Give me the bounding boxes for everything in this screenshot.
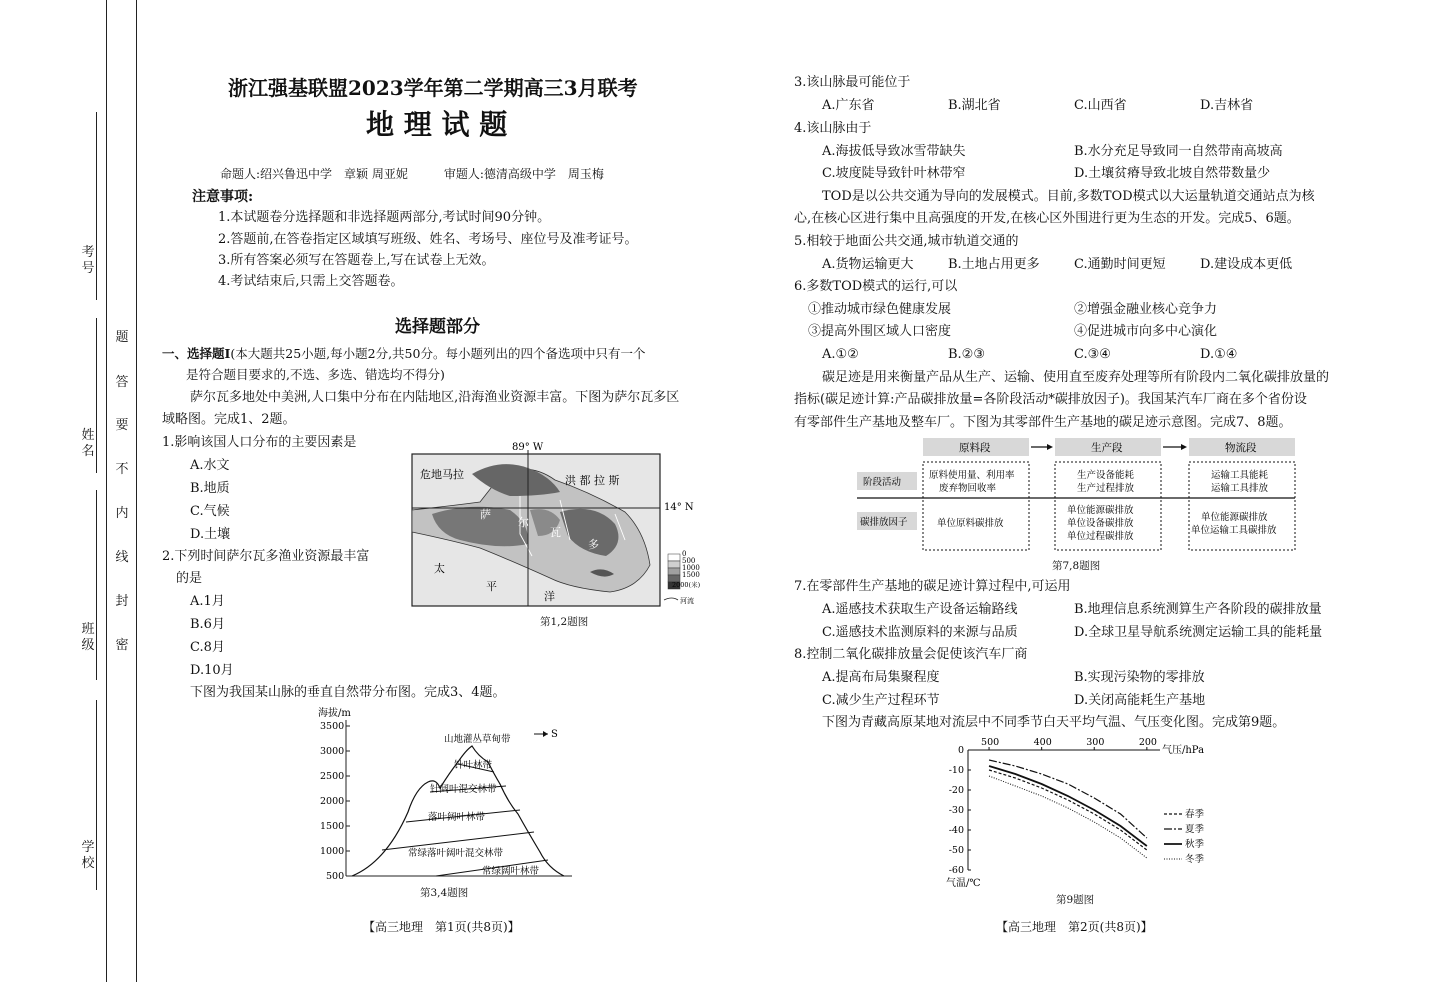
seal-char: 答 — [115, 375, 129, 390]
q7-option[interactable]: D.全球卫星导航系统测定运输工具的能耗量 — [1074, 625, 1323, 640]
q8-option[interactable]: C.减少生产过程环节 — [822, 693, 940, 708]
q6-option[interactable]: B.②③ — [948, 347, 985, 362]
part1-label: 一、选择题Ⅰ — [162, 346, 231, 361]
flow-row-label: 碳排放因子 — [860, 517, 908, 528]
chart-legend-label: 秋季 — [1185, 839, 1205, 850]
intro12-line: 域略图。完成1、2题。 — [162, 412, 296, 427]
q2-option[interactable]: D.10月 — [190, 663, 234, 678]
map-legend-label: 1000 — [682, 564, 700, 572]
q4-option[interactable]: D.土壤贫瘠导致北坡自然带数量少 — [1074, 166, 1271, 181]
chart-legend-label: 夏季 — [1185, 824, 1205, 835]
intro12-line: 萨尔瓦多地处中美洲,人口集中分布在内陆地区,沿海渔业资源丰富。下图为萨尔瓦多区 — [190, 390, 680, 405]
q2-stem-2: 的是 — [176, 571, 203, 586]
xingming-fill-line — [96, 318, 97, 473]
seal-char: 线 — [115, 550, 129, 565]
carbon-flow-diagram — [855, 436, 1300, 556]
flow-row-label: 阶段活动 — [863, 477, 902, 488]
el-salvador-map — [410, 440, 700, 610]
chart-series-line — [989, 770, 1147, 850]
flow-activity: 废弃物回收率 — [939, 483, 997, 494]
flow-factor: 单位设备碳排放 — [1067, 518, 1134, 529]
notice-item: 2.答题前,在答卷指定区域填写班级、姓名、考场号、座位号及准考证号。 — [218, 232, 638, 247]
q2-option[interactable]: A.1月 — [190, 594, 225, 609]
mountain-direction: S — [551, 729, 558, 740]
q4-option[interactable]: B.水分充足导致同一自然带南高坡高 — [1074, 144, 1283, 159]
mountain-zone-label: 常绿阔叶林带 — [482, 866, 540, 877]
footer-left: 【高三地理 第1页(共8页)】 — [363, 920, 520, 934]
mountain-zone-label: 针叶林带 — [454, 760, 493, 771]
q7-stem: 7.在零部件生产基地的碳足迹计算过程中,可运用 — [794, 579, 1071, 594]
chart-series-line — [989, 766, 1147, 846]
chart-legend-label: 春季 — [1185, 809, 1205, 820]
footer-right: 【高三地理 第2页(共8页)】 — [996, 920, 1153, 934]
map-lon-label: 89° W — [512, 442, 544, 453]
q6-item: ①推动城市绿色健康发展 — [808, 302, 952, 317]
q7-option[interactable]: C.遥感技术监测原料的来源与品质 — [822, 625, 1018, 640]
flow-stage-label: 生产段 — [1091, 442, 1123, 454]
q2-stem: 2.下列时间萨尔瓦多渔业资源最丰富 — [162, 549, 370, 564]
mountain-ytick: 3000 — [320, 746, 345, 757]
q2-option[interactable]: C.8月 — [190, 640, 225, 655]
intro78-line: 有零部件生产基地及整车厂。下图为其零部件生产基地的碳足迹示意图。完成7、8题。 — [794, 415, 1292, 430]
mountain-zone-label: 落叶阔叶林带 — [428, 812, 486, 823]
chart-ytick-label: -30 — [948, 805, 964, 816]
q3-option[interactable]: C.山西省 — [1074, 98, 1127, 113]
flow-caption: 第7,8题图 — [1052, 560, 1101, 572]
intro34: 下图为我国某山脉的垂直自然带分布图。完成3、4题。 — [190, 685, 506, 700]
intro78-line: 指标(碳足迹计算:产品碳排放量=各阶段活动*碳排放因子)。我国某汽车厂商在多个省份设 — [794, 392, 1307, 407]
chart-caption: 第9题图 — [1056, 894, 1095, 906]
flow-activity: 运输工具排放 — [1211, 483, 1269, 494]
map-country-label: 危地马拉 — [420, 468, 464, 481]
notice-title: 注意事项: — [192, 189, 254, 205]
mountain-caption: 第3,4题图 — [420, 887, 469, 899]
authors-line: 命题人:绍兴鲁迅中学 章颖 周亚妮 审题人:德清高级中学 周玉梅 — [220, 167, 604, 181]
q8-option[interactable]: D.关闭高能耗生产基地 — [1074, 693, 1206, 708]
flow-activity: 生产过程排放 — [1077, 483, 1135, 494]
binding-outer-line — [106, 0, 107, 982]
part1-desc-2: 是符合题目要求的,不选、多选、错选均不得分) — [186, 367, 445, 382]
map-legend-label: 2000(米) — [672, 581, 700, 589]
mountain-zonation-diagram — [316, 702, 586, 900]
q5-option[interactable]: A.货物运输更大 — [822, 257, 914, 272]
kaohao-fill-line — [96, 112, 97, 300]
q3-stem: 3.该山脉最可能位于 — [794, 75, 911, 90]
flow-factor: 单位能源碳排放 — [1201, 512, 1268, 523]
flow-factor: 单位运输工具碳排放 — [1191, 525, 1277, 536]
q6-stem: 6.多数TOD模式的运行,可以 — [794, 279, 958, 294]
q4-option[interactable]: C.坡度陡导致针叶林带窄 — [822, 166, 966, 181]
seal-char: 内 — [115, 506, 129, 521]
seal-char: 要 — [115, 418, 129, 433]
map-country-char: 多 — [588, 538, 599, 551]
chart-series-line — [989, 760, 1147, 838]
map-country-char: 瓦 — [550, 526, 561, 539]
mountain-ytick: 2000 — [320, 796, 345, 807]
seal-char: 题 — [115, 330, 129, 345]
map-country-char: 萨 — [480, 508, 491, 521]
map-legend-label: 0 — [682, 550, 687, 558]
xuexiao-label: 学校 — [81, 840, 95, 871]
kaohao-label: 考号 — [81, 245, 95, 276]
q5-option[interactable]: D.建设成本更低 — [1200, 257, 1293, 272]
mountain-zone-label: 针阔叶混交林带 — [430, 784, 497, 795]
chart-ytick-label: -40 — [948, 825, 964, 836]
notice-item: 3.所有答案必须写在答题卷上,写在试卷上无效。 — [218, 253, 495, 268]
flow-stage-label: 原料段 — [959, 442, 991, 454]
map-ocean-label: 洋 — [544, 590, 555, 603]
q1-option[interactable]: D.土壤 — [190, 527, 231, 542]
q7-option[interactable]: A.遥感技术获取生产设备运输路线 — [822, 602, 1018, 617]
map-ocean-label: 太 — [434, 562, 445, 575]
chart-ytick-label: -50 — [948, 845, 964, 856]
exam-title: 浙江强基联盟2023学年第二学期高三3月联考 — [228, 76, 638, 100]
part1-header — [162, 345, 645, 363]
intro56-line: 心,在核心区进行集中且高强度的开发,在核心区外围进行更为生态的开发。完成5、6题。 — [794, 211, 1300, 226]
q3-option[interactable]: A.广东省 — [822, 98, 875, 113]
map-lat-label: 14° N — [664, 502, 694, 513]
q1-option[interactable]: A.水文 — [190, 458, 230, 473]
q5-stem: 5.相较于地面公共交通,城市轨道交通的 — [794, 234, 1019, 249]
mountain-ytick: 1500 — [320, 821, 345, 832]
xingming-label: 姓名 — [81, 428, 95, 459]
flow-factor: 单位过程碳排放 — [1067, 531, 1134, 542]
subject-title: 地 理 试 题 — [366, 108, 508, 141]
chart-xlabel: 气压/hPa — [1162, 745, 1205, 756]
flow-activity: 生产设备能耗 — [1077, 470, 1135, 481]
map-river-label: 河流 — [680, 597, 694, 605]
q5-option[interactable]: C.通勤时间更短 — [1074, 257, 1166, 272]
chart-ytick-label: 0 — [957, 745, 964, 756]
binding-inner-line — [136, 0, 137, 982]
chart-xtick-label: 400 — [1033, 737, 1052, 748]
seal-char: 封 — [115, 594, 129, 609]
intro9: 下图为青藏高原某地对流层中不同季节白天平均气温、气压变化图。完成第9题。 — [822, 715, 1286, 730]
mountain-ytick: 2500 — [320, 771, 345, 782]
q6-option[interactable]: A.①② — [822, 347, 859, 362]
mountain-ylabel: 海拔/m — [318, 708, 351, 719]
mountain-ytick: 500 — [326, 871, 345, 882]
q6-option[interactable]: D.①④ — [1200, 347, 1238, 362]
q6-item: ②增强金融业核心竞争力 — [1074, 302, 1218, 317]
map-caption: 第1,2题图 — [540, 616, 589, 628]
chart-legend-label: 冬季 — [1185, 854, 1205, 865]
notice-item: 1.本试题卷分选择题和非选择题两部分,考试时间90分钟。 — [218, 210, 551, 225]
q4-stem: 4.该山脉由于 — [794, 121, 872, 136]
q3-option[interactable]: B.湖北省 — [948, 98, 1001, 113]
q2-option[interactable]: B.6月 — [190, 617, 225, 632]
map-country-label: 洪 都 拉 斯 — [565, 474, 620, 487]
q3-option[interactable]: D.吉林省 — [1200, 98, 1254, 113]
chart-ytick-label: -10 — [948, 765, 964, 776]
q8-stem: 8.控制二氧化碳排放量会促使该汽车厂商 — [794, 647, 1028, 662]
q1-option[interactable]: C.气候 — [190, 504, 230, 519]
q5-option[interactable]: B.土地占用更多 — [948, 257, 1040, 272]
mountain-zone-label: 山地灌丛草甸带 — [444, 734, 511, 745]
mountain-ytick: 1000 — [320, 846, 345, 857]
mountain-ytick: 3500 — [320, 721, 345, 732]
map-ocean-label: 平 — [486, 580, 497, 593]
flow-factor: 单位能源碳排放 — [1067, 505, 1134, 516]
flow-activity: 原料使用量、利用率 — [929, 470, 1015, 481]
map-country-char: 尔 — [518, 516, 529, 529]
mountain-zone-label: 常绿落叶阔叶混交林带 — [408, 848, 504, 859]
q4-option[interactable]: A.海拔低导致冰雪带缺失 — [822, 144, 966, 159]
q1-option[interactable]: B.地质 — [190, 481, 230, 496]
chart-xtick-label: 500 — [981, 737, 1000, 748]
section-title: 选择题部分 — [395, 317, 480, 337]
seal-char: 密 — [115, 638, 129, 653]
map-legend-label: 500 — [682, 557, 696, 565]
chart-ytick-label: -20 — [948, 785, 964, 796]
chart-ytick-label: -60 — [948, 865, 964, 876]
q6-option[interactable]: C.③④ — [1074, 347, 1111, 362]
chart-xtick-label: 200 — [1138, 737, 1157, 748]
seal-char: 不 — [115, 462, 129, 477]
flow-stage-label: 物流段 — [1225, 442, 1257, 454]
banji-label: 班级 — [81, 622, 95, 653]
q6-item: ④促进城市向多中心演化 — [1074, 324, 1218, 339]
part1-desc: (本大题共25小题,每小题2分,共50分。每小题列出的四个备选项中只有一个 — [230, 346, 646, 361]
banji-fill-line — [96, 490, 97, 680]
q8-option[interactable]: B.实现污染物的零排放 — [1074, 670, 1205, 685]
chart-xtick-label: 300 — [1086, 737, 1105, 748]
xuexiao-fill-line — [96, 700, 97, 890]
map-legend-label: 1500 — [682, 571, 700, 579]
temperature-pressure-chart — [940, 734, 1220, 890]
intro56-line: TOD是以公共交通为导向的发展模式。目前,多数TOD模式以大运量轨道交通站点为核 — [822, 189, 1315, 204]
flow-activity: 运输工具能耗 — [1211, 470, 1269, 481]
intro78-line: 碳足迹是用来衡量产品从生产、运输、使用直至废弃处理等所有阶段内二氧化碳排放量的 — [822, 370, 1330, 385]
flow-factor: 单位原料碳排放 — [937, 518, 1004, 529]
q8-option[interactable]: A.提高布局集聚程度 — [822, 670, 940, 685]
chart-ylabel: 气温/℃ — [946, 878, 981, 889]
q1-stem: 1.影响该国人口分布的主要因素是 — [162, 435, 357, 450]
notice-item: 4.考试结束后,只需上交答题卷。 — [218, 274, 404, 289]
q6-item: ③提高外围区域人口密度 — [808, 324, 952, 339]
q7-option[interactable]: B.地理信息系统测算生产各阶段的碳排放量 — [1074, 602, 1322, 617]
